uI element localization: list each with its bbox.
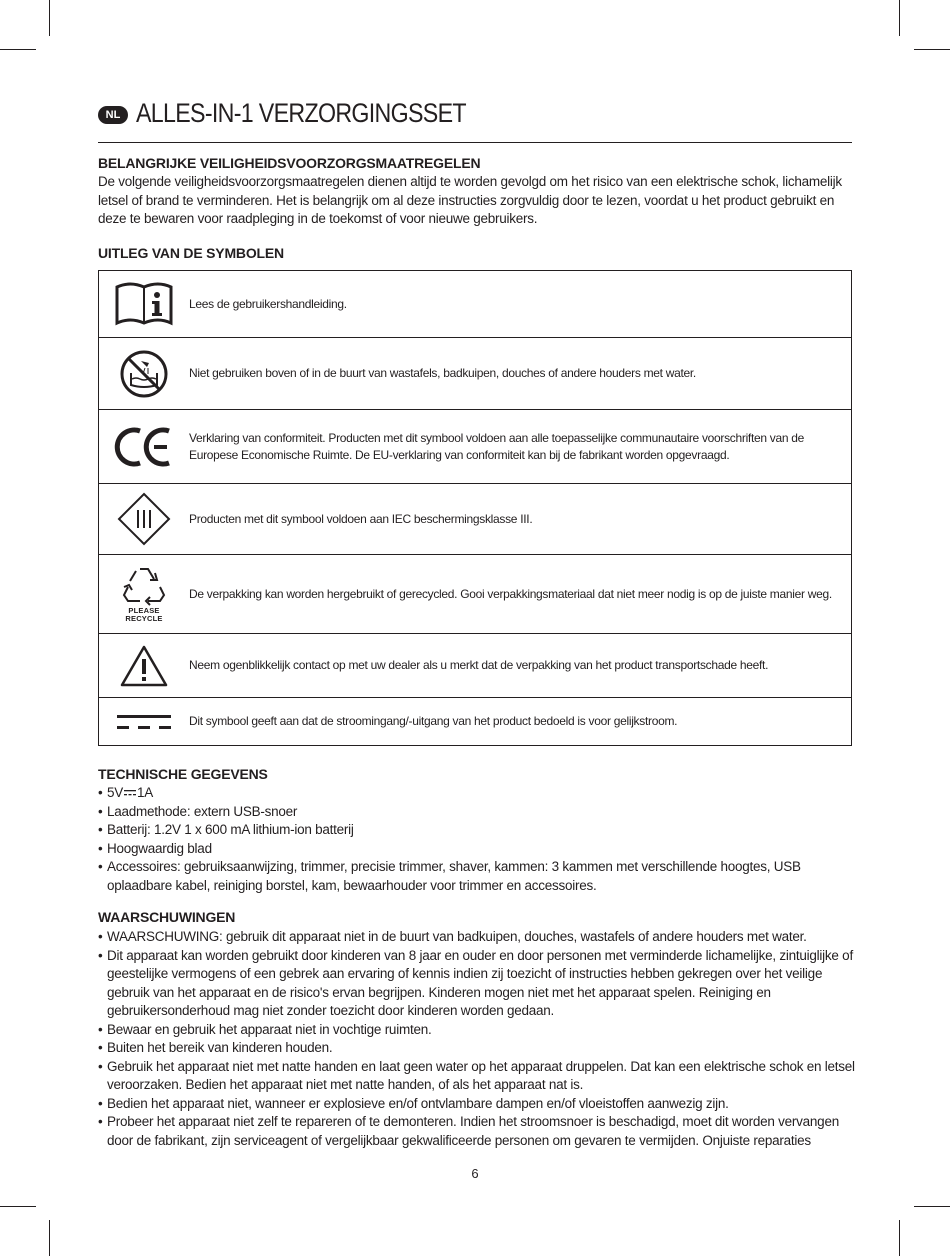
- symbol-description: Producten met dit symbool voldoen aan IEC beschermingsklasse III.: [189, 511, 533, 526]
- symbols-heading: UITLEG VAN DE SYMBOLEN: [98, 245, 284, 261]
- list-item: • Probeer het apparaat niet zelf te repareren of te demonteren. Indien het stroomsnoer is beschadigd, moet dit worden vervangen door de fabrikant, zijn serviceagent of vergelijkbaar gekwalificeerde personen om gevaren te vermijden. Onjuiste reparaties: [98, 1113, 856, 1150]
- symbol-description: De verpakking kan worden hergebruikt of gerecycled. Gooi verpakkingsmateriaal dat niet meer nodig is op de juiste manier weg.: [189, 586, 832, 601]
- symbol-description: Niet gebruiken boven of in de buurt van wastafels, badkuipen, douches of andere houders met water.: [189, 366, 696, 380]
- symbol-row: [99, 484, 851, 555]
- crop-mark: [49, 0, 50, 36]
- warnings-list: [98, 928, 856, 1150]
- crop-mark: [914, 1206, 950, 1207]
- direct-current-icon: [99, 711, 189, 733]
- list-item: • Batterij: 1.2V 1 x 600 mA lithium-ion batterij: [98, 821, 856, 840]
- page-title: ALLES-IN-1 VERZORGINGSSET: [136, 98, 466, 128]
- list-item: • Hoogwaardig blad: [98, 840, 856, 859]
- crop-mark: [0, 1206, 36, 1207]
- crop-mark: [914, 49, 950, 50]
- safety-text: De volgende veiligheidsvoorzorgsmaatregelen dienen altijd te worden gevolgd om het risico van een elektrische schok, lichamelijk letsel of brand te verminderen. Het is belangrijk om al deze instructies zorgvuldig door te lezen, voordat u het product gebruikt en deze te bewaren voor raadpleging in de toekomst of voor nieuwe gebruikers.: [98, 174, 842, 226]
- list-item: • WAARSCHUWING: gebruik dit apparaat niet in de buurt van badkuipen, douches, wastafels of andere houders met water.: [98, 928, 856, 947]
- symbol-description: Verklaring van conformiteit. Producten met dit symbool voldoen aan alle toepasselijke communautaire voorschriften van de Europese Economische Ruimte. De EU-verklaring van conformiteit kan bij de fabrikant worden opgevraagd.: [189, 430, 805, 462]
- crop-mark: [0, 49, 36, 50]
- title-row: [98, 98, 852, 143]
- recycle-label-line1: PLEASE: [128, 606, 160, 615]
- symbol-row: [99, 634, 851, 698]
- recycle-label-line2: RECYCLE: [125, 614, 163, 623]
- list-item: • Accessoires: gebruiksaanwijzing, trimmer, precisie trimmer, shaver, kammen: 3 kammen met verschillende hoogtes, USB oplaadbare kabel, reiniging borstel, kam, bewaarhouder voor trimmer en accessoires.: [98, 858, 856, 895]
- symbol-row: [99, 271, 851, 338]
- ce-mark-icon: [99, 425, 189, 469]
- symbol-row: [99, 338, 851, 410]
- manual-icon: [99, 281, 189, 327]
- list-item: • Laadmethode: extern USB-snoer: [98, 803, 856, 822]
- crop-mark: [899, 1220, 900, 1256]
- technical-heading: TECHNISCHE GEGEVENS: [98, 766, 268, 782]
- symbol-description: Neem ogenblikkelijk contact op met uw dealer als u merkt dat de verpakking van het product transportschade heeft.: [189, 658, 769, 672]
- symbol-row: [99, 410, 851, 484]
- warning-icon: [99, 644, 189, 688]
- technical-list: [98, 784, 856, 895]
- crop-mark: [899, 0, 900, 36]
- list-item: • Gebruik het apparaat niet met natte handen en laat geen water op het apparaat druppelen. Dat kan een elektrische schok en letsel veroorzaken. Bedien het apparaat niet met natte handen, of als het apparaat nat is.: [98, 1058, 856, 1095]
- symbols-table: [98, 270, 852, 746]
- list-item: • Bedien het apparaat niet, wanneer er explosieve en/of ontvlambare dampen en/of vloeistoffen aanwezig zijn.: [98, 1095, 856, 1114]
- crop-mark: [49, 1220, 50, 1256]
- no-water-icon: [99, 349, 189, 399]
- symbol-row: [99, 698, 851, 745]
- page-number: 6: [471, 1166, 479, 1181]
- voltage-value: 5V: [107, 785, 124, 800]
- list-item: • Buiten het bereik van kinderen houden.: [98, 1039, 856, 1058]
- list-item: • Bewaar en gebruik het apparaat niet in vochtige ruimten.: [98, 1021, 856, 1040]
- direct-current-icon: [123, 788, 137, 798]
- current-value: 1A: [137, 785, 154, 800]
- symbol-description: Lees de gebruikershandleiding.: [189, 296, 347, 311]
- recycle-icon: [99, 565, 189, 623]
- safety-heading: BELANGRIJKE VEILIGHEIDSVOORZORGSMAATREGELEN: [98, 155, 481, 171]
- list-item: [98, 784, 856, 803]
- symbol-row: [99, 555, 851, 634]
- warnings-heading: WAARSCHUWINGEN: [98, 909, 236, 925]
- class-iii-icon: [99, 491, 189, 547]
- language-badge: NL: [98, 106, 128, 124]
- list-item: • Dit apparaat kan worden gebruikt door kinderen van 8 jaar en ouder en door personen met verminderde lichamelijke, zintuiglijke of geestelijke vermogens of een gebrek aan ervaring of kennis indien zij toezicht of instructies hebben gekregen over het veilige gebruik van het apparaat en de risico's ervan begrijpen. Kinderen mogen niet met het apparaat spelen. Reiniging en gebruikersonderhoud mag niet zonder toezicht door kinderen worden gedaan.: [98, 947, 856, 1021]
- symbol-description: Dit symbool geeft aan dat de stroomingang/-uitgang van het product bedoeld is voor gelijkstroom.: [189, 714, 678, 728]
